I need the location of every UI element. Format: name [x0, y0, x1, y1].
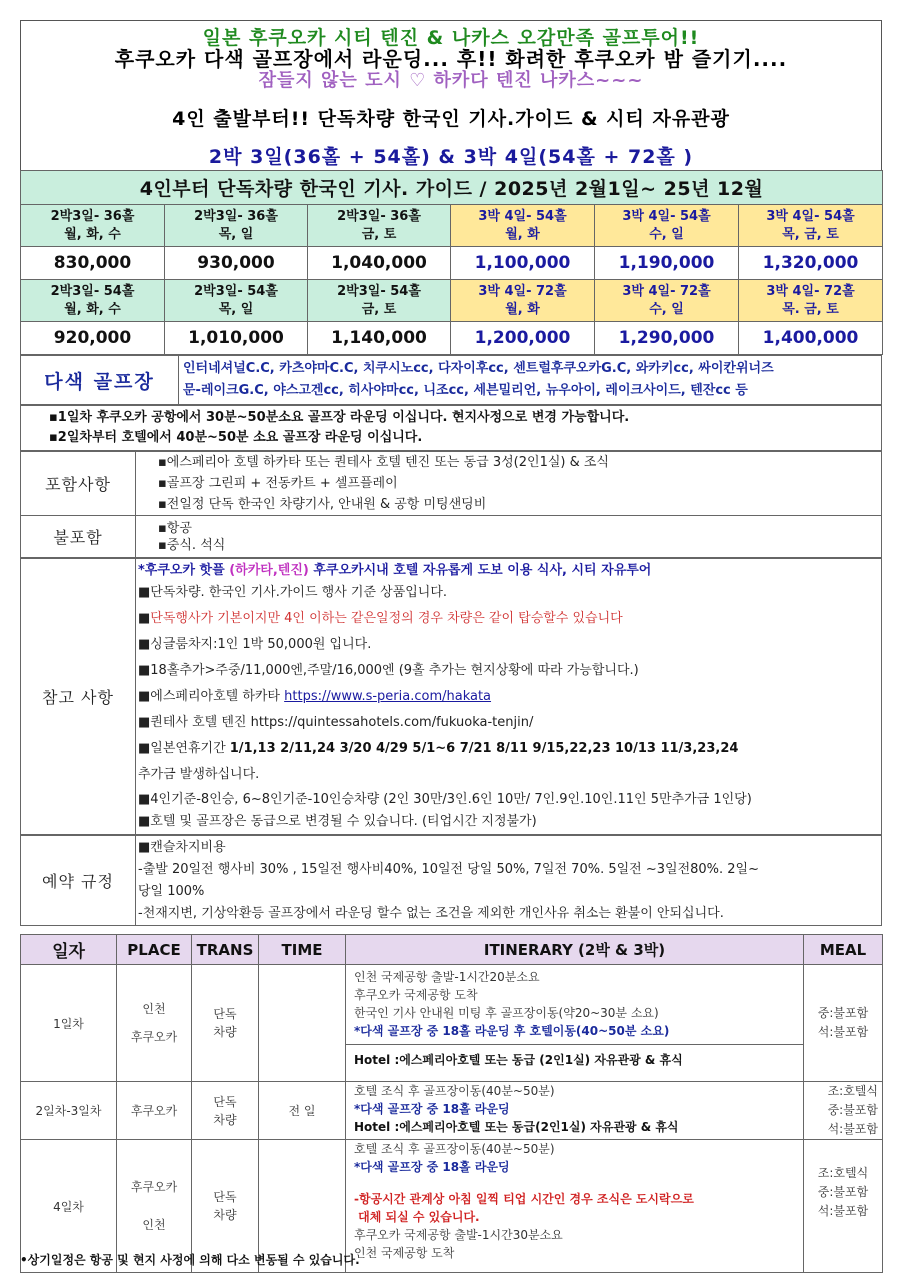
- col-itinerary: ITINERARY (2박 & 3박): [346, 935, 804, 965]
- note-day2: ▪2일차부터 호텔에서 40분~50분 소요 골프장 라운딩 이십니다.: [49, 430, 423, 445]
- col-meal: MEAL: [804, 935, 883, 965]
- price-value: 920,000: [21, 322, 165, 355]
- price-value: 1,400,000: [739, 322, 883, 355]
- plan-label: 3박 4일- 54홀 수, 일: [595, 205, 739, 247]
- plan-label: 3박 4일- 72홀 수, 일: [595, 280, 739, 322]
- flyer-header: [20, 20, 882, 170]
- excluded-list: ▪항공 ▪중식. 석식: [136, 516, 882, 558]
- plan-label: 3박 4일- 54홀 목, 금, 토: [739, 205, 883, 247]
- price-value: 1,010,000: [165, 322, 308, 355]
- booking-rules-list: ■캔슬차지비용 -출발 20일전 행사비 30% , 15일전 행사비40%, 10일전 당일 50%, 7일전 70%. 5일전 ~3일전80%. 2일~ 당일 100% -천재지변, 기상악환등 골프장에서 라운딩 할수 없는 조건을 제외한 개인사유 취소는 환불이 안되십니다.: [136, 836, 882, 926]
- itinerary-table: [20, 934, 883, 1273]
- included-list: ▪에스페리아 호텔 하카타 또는 퀀테사 호텔 텐진 또는 동급 3성(2인1실) & 조식 ▪골프장 그린피 + 전동카트 + 셀프플레이 ▪전일정 단독 한국인 차량기사, 안내원 & 공항 미팅샌딩비: [136, 452, 882, 516]
- golf-course-table: [20, 355, 882, 405]
- price-value: 1,290,000: [595, 322, 739, 355]
- schedule-disclaimer: •상기일정은 항공 및 현지 사정에 의해 다소 변동될 수 있습니다.: [20, 1253, 360, 1267]
- price-table-title: 4인부터 단독차량 한국인 기사. 가이드 / 2025년 2월1일~ 25년 12월: [21, 171, 883, 205]
- price-value: 930,000: [165, 247, 308, 280]
- price-value: 1,190,000: [595, 247, 739, 280]
- col-day: 일자: [21, 935, 117, 965]
- headline-purple: 잠들지 않는 도시 ♡ 하카다 텐진 나카스~~~: [258, 70, 644, 91]
- note-day1: ▪1일차 후쿠오카 공항에서 30분~50분소요 골프장 라운딩 이십니다. 현지사정으로 변경 가능합니다.: [49, 410, 630, 425]
- hotplace-highlight: *후쿠오카 핫플 (하카타,텐진) 후쿠오카시내 호텔 자유롭게 도보 이용 식사, 시티 자유투어: [138, 562, 652, 578]
- plan-label: 2박3일- 54홀 월, 화, 수: [21, 280, 165, 322]
- booking-rules-label: 예약 규정: [21, 836, 136, 926]
- info-table: [20, 451, 882, 558]
- round-notes: [20, 405, 882, 451]
- plan-label: 2박3일- 36홀 금, 토: [308, 205, 451, 247]
- price-row: [21, 322, 883, 355]
- price-value: 1,200,000: [451, 322, 595, 355]
- price-value: 1,140,000: [308, 322, 451, 355]
- price-value: 1,040,000: [308, 247, 451, 280]
- plan-label: 2박3일- 54홀 금, 토: [308, 280, 451, 322]
- price-value: 830,000: [21, 247, 165, 280]
- plan-label: 3박 4일- 72홀 월, 화: [451, 280, 595, 322]
- itinerary-row-day4: 4일차 후쿠오카 인천 단독 차량 호텔 조식 후 골프장이동(40분~50분) *다색 골프장 중 18홀 라운딩 -항공시간 관계상 아침 일찍 티업 시간인 경우 조식은 도시락으로 대체 되실 수 있습니다. 후쿠오카 국제공항 출발-1시간30분소요 인천 국제공항 도착 조:호텔식 중:불포함 석:불포함: [21, 1140, 883, 1273]
- price-label-row: [21, 280, 883, 322]
- price-value: 1,100,000: [451, 247, 595, 280]
- speria-hotel-link[interactable]: https://www.s-peria.com/hakata: [284, 688, 492, 704]
- plan-label: 3박 4일- 72홀 목. 금, 토: [739, 280, 883, 322]
- price-value: 1,320,000: [739, 247, 883, 280]
- price-table: [20, 170, 883, 355]
- headline-main: 후쿠오카 다색 골프장에서 라운딩... 후!! 화려한 후쿠오카 밤 즐기기....: [114, 47, 788, 71]
- reference-table: [20, 558, 882, 835]
- col-trans: TRANS: [192, 935, 259, 965]
- plan-label: 3박 4일- 54홀 월, 화: [451, 205, 595, 247]
- headline-green: 일본 후쿠오카 시티 텐진 & 나카스 오감만족 골프투어!!: [202, 27, 700, 49]
- reference-list: *후쿠오카 핫플 (하카타,텐진) 후쿠오카시내 호텔 자유롭게 도보 이용 식사, 시티 자유투어 ■단독차량. 한국인 기사.가이드 행사 기준 상품입니다. ■단독행사가 기본이지만 4인 이하는 같은일정의 경우 차량은 같이 탑승할수 있습니다 ■싱글룸차지:1인 1박 50,000원 입니다. ■18홀추가>주중/11,000엔,주말/16,000엔 (9홀 추가는 현지상황에 따라 가능합니다.) ■에스페리아호텔 하카타 https://www.s-peria.com/hakata ■퀀테사 호텔 텐진 https://quintessahotels.com/fukuoka-tenjin/ ■일본연휴기간 1/1,13 2/11,24 3/20 4/29 5/1~6 7/21 8/11 9/15,22,23 10/13 11/3,23,24 추가금 발생하십니다. ■4인기준-8인승, 6~8인기준-10인승차량 (2인 30만/3인.6인 10만/ 7인.9인.10인.11인 5만추가금 1인당) ■호텔 및 골프장은 동급으로 변경될 수 있습니다. (티업시간 지정불가): [136, 559, 882, 835]
- golf-course-label: 다색 골프장: [21, 356, 179, 405]
- reference-label: 참고 사항: [21, 559, 136, 835]
- col-place: PLACE: [117, 935, 192, 965]
- plan-label: 2박3일- 54홀 목, 일: [165, 280, 308, 322]
- itinerary-row-day2-3: 2일차-3일차 후쿠오카 단독 차량 전 일 호텔 조식 후 골프장이동(40분~50분) *다색 골프장 중 18홀 라운딩 Hotel :에스페리아호텔 또는 동급(2인1실) 자유관광 & 휴식 조:호텔식 중:불포함 석:불포함: [21, 1082, 883, 1140]
- tour-flyer: [20, 20, 882, 1273]
- headline-plans: 2박 3일(36홀 + 54홀) & 3박 4일(54홀 + 72홀 ): [208, 146, 694, 168]
- price-row: [21, 247, 883, 280]
- included-label: 포함사항: [21, 452, 136, 516]
- booking-rules-table: [20, 835, 882, 926]
- itinerary-row-day1: 1일차 인천 후쿠오카 단독 차량 인천 국제공항 출발-1시간20분소요 후쿠오카 국제공항 도착 한국인 기사 안내원 미팅 후 골프장이동(약20~30분 소요) *다색 골프장 중 18홀 라운딩 후 호텔이동(40~50분 소요) Hotel :에스페리아호텔 또는 동급 (2인1실) 자유관광 & 휴식 중:불포함 석:불포함: [21, 965, 883, 1082]
- col-time: TIME: [259, 935, 346, 965]
- price-label-row: [21, 205, 883, 247]
- golf-course-list: 인터네셔널C.C, 카츠야마C.C, 치쿠시노cc, 다자이후cc, 센트럴후쿠오카G.C, 와카키cc, 싸이칸위너즈 문-레이크G.C, 야스고겐cc, 히사야마cc, 니조cc, 세븐밀리언, 뉴우아이, 레이크사이드, 텐잔cc 등: [179, 356, 882, 405]
- headline-departure: 4인 출발부터!! 단독차량 한국인 기사.가이드 & 시티 자유관광: [172, 108, 730, 130]
- plan-label: 2박3일- 36홀 목, 일: [165, 205, 308, 247]
- excluded-label: 불포함: [21, 516, 136, 558]
- plan-label: 2박3일- 36홀 월, 화, 수: [21, 205, 165, 247]
